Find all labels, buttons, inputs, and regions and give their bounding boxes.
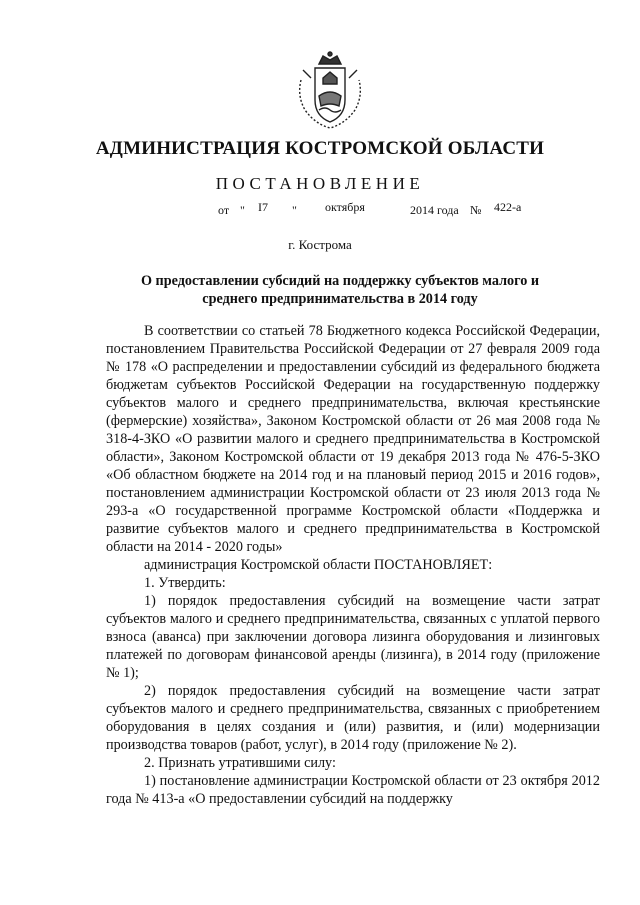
item-heading: 1. Утвердить: xyxy=(144,575,226,591)
document-body xyxy=(106,322,600,808)
title-line: среднего предпринимательства в 2014 году xyxy=(202,291,478,307)
resolution-line: администрация Костромской области ПОСТАНОВЛЯЕТ: xyxy=(144,557,493,573)
number-sign: № xyxy=(470,203,482,217)
subitem-paragraph: 1) порядок предоставления субсидий на возмещение части затрат субъектов малого и среднего предпринимательства, связанных с уплатой первого взноса (аванса) при заключении договора лизинга оборудования и лизинговых платежей по договорам финансовой аренды (лизинга), в 2014 году (приложение № 1); xyxy=(106,593,600,681)
title-line: О предоставлении субсидий на поддержку субъектов малого и xyxy=(140,273,540,289)
organization-name: АДМИНИСТРАЦИЯ КОСТРОМСКОЙ ОБЛАСТИ xyxy=(95,138,545,159)
date-prefix: от xyxy=(218,203,230,217)
date-quote-close: " xyxy=(292,203,297,217)
city-name: г. Кострома xyxy=(288,237,352,252)
preamble-paragraph: В соответствии со статьей 78 Бюджетного кодекса Российской Федерации, постановлением Правительства Российской Федерации от 27 февраля 2009 года № 178 «О распределении и предоставлении субсидий из федерального бюджета бюджетам субъектов Российской Федерации на государственную поддержку субъектов малого и среднего предпринимательства, включая крестьянские (фермерские) хозяйства», Законом Костромской области от 26 мая 2008 года № 318-4-ЗКО «О развитии малого и среднего предпринимательства в Костромской области», Законом Костромской области от 19 декабря 2013 года № 476-5-ЗКО «Об областном бюджете на 2014 год и на плановый период 2015 и 2016 годов», постановлением администрации Костромской области от 23 июля 2013 года № 293-а «О государственной программе Костромской области «Поддержка и развитие субъектов малого и среднего предпринимательства в Костромской области на 2014 - 2020 годы» xyxy=(106,323,600,555)
document-title xyxy=(110,272,570,308)
item-heading: 2. Признать утратившими силу: xyxy=(144,755,336,771)
date-day: I7 xyxy=(258,200,268,214)
document-type: ПОСТАНОВЛЕНИЕ xyxy=(215,174,425,193)
date-quote-open: " xyxy=(240,203,245,217)
coat-of-arms-emblem xyxy=(295,50,365,130)
date-year: 2014 года xyxy=(410,203,459,217)
subitem-paragraph: 2) порядок предоставления субсидий на возмещение части затрат субъектов малого и среднего предпринимательства, связанных с приобретением оборудования в целях создания и (или) развития, и (или) модернизации производства товаров (работ, услуг), в 2014 году (приложение № 2). xyxy=(106,683,600,753)
subitem-paragraph: 1) постановление администрации Костромской области от 23 октября 2012 года № 413-а «О предоставлении субсидий на поддержку xyxy=(106,773,600,807)
date-month: октября xyxy=(325,200,365,214)
document-number: 422-а xyxy=(494,200,522,214)
